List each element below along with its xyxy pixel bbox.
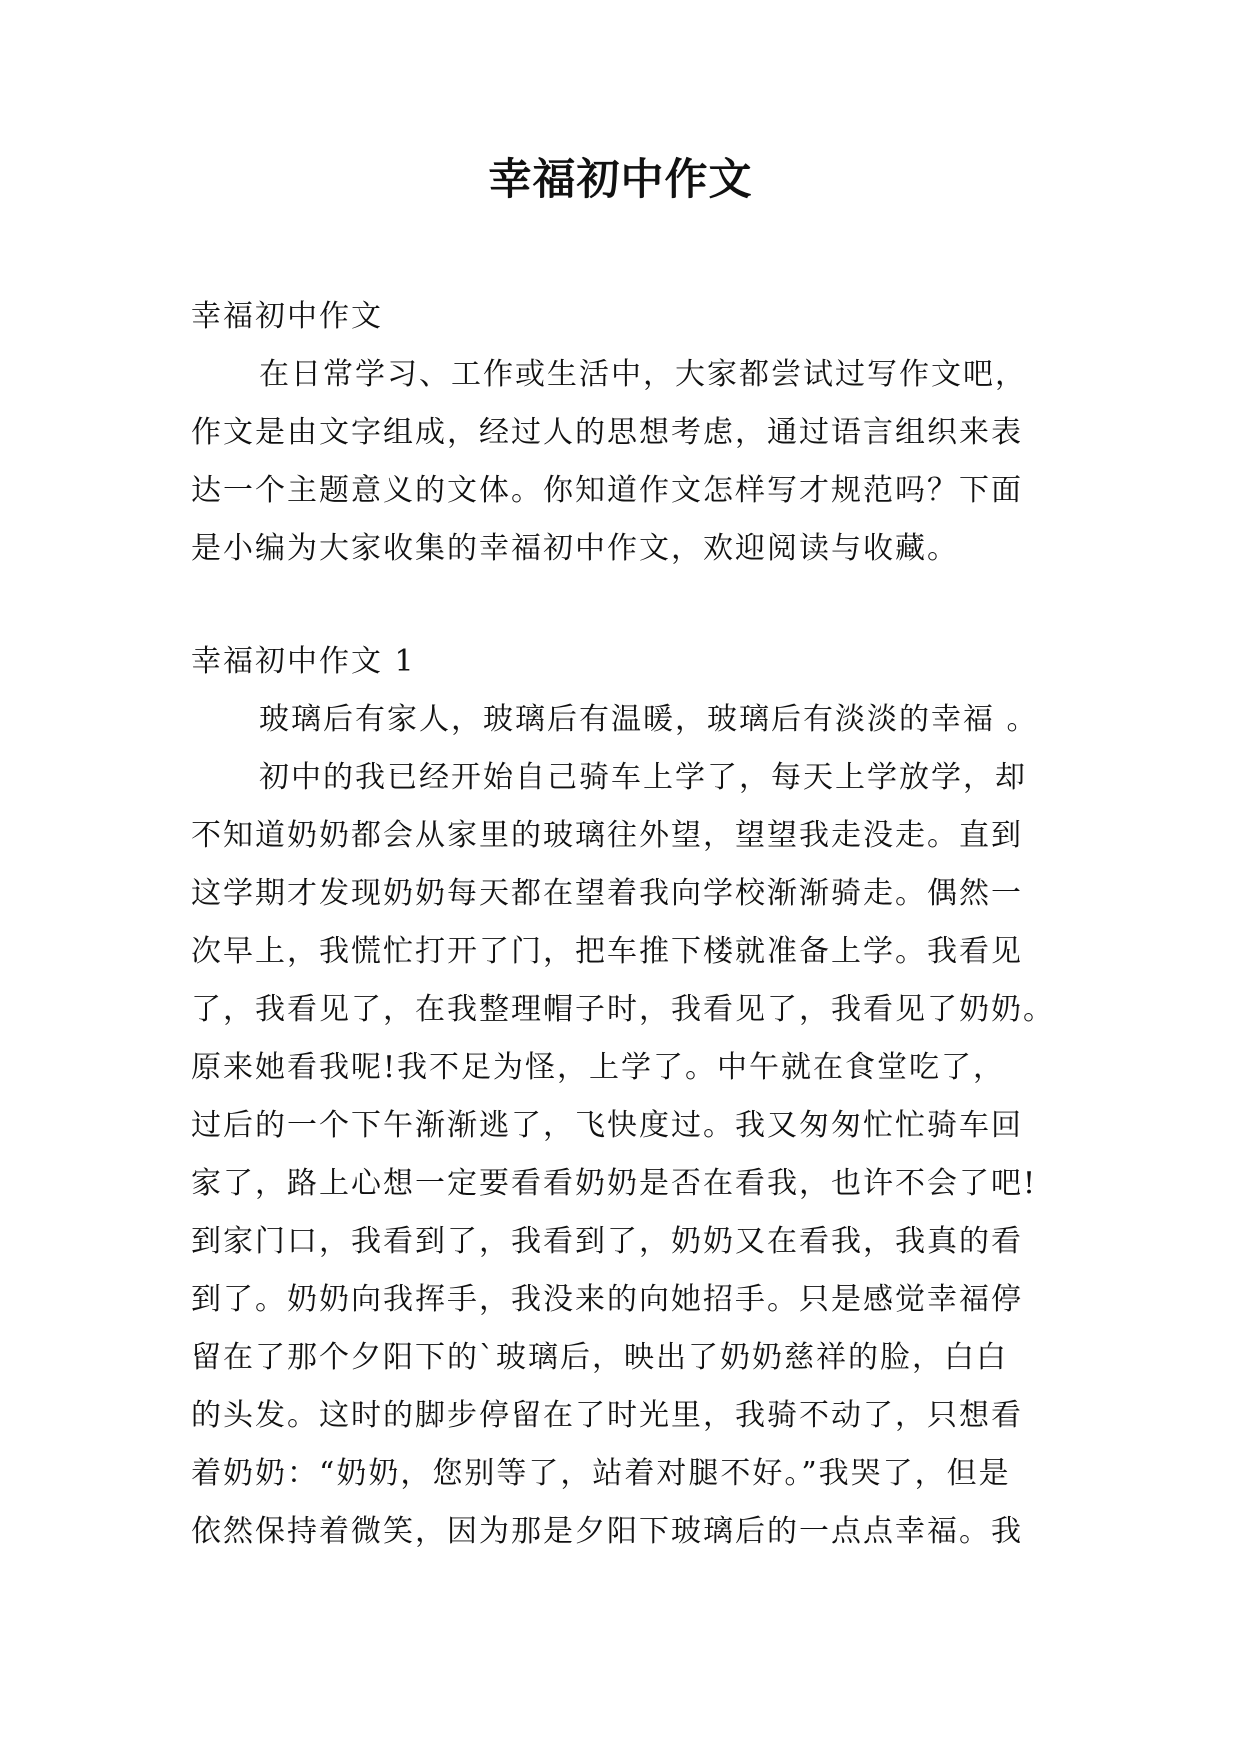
paragraph-line: 达一个主题意义的文体。你知道作文怎样写才规范吗？下面 bbox=[191, 473, 1023, 508]
paragraph-line: 作文是由文字组成，经过人的思想考虑，通过语言组织来表 bbox=[191, 415, 1023, 450]
paragraph-line: 这学期才发现奶奶每天都在望着我向学校渐渐骑走。偶然一 bbox=[191, 876, 1023, 911]
paragraph-line: 的头发。这时的脚步停留在了时光里，我骑不动了，只想看 bbox=[191, 1398, 1023, 1433]
paragraph-line: 过后的一个下午渐渐逃了，飞快度过。我又匆匆忙忙骑车回 bbox=[191, 1108, 1023, 1143]
paragraph-line: 留在了那个夕阳下的`玻璃后，映出了奶奶慈祥的脸，白白 bbox=[191, 1340, 1008, 1375]
intro-section bbox=[191, 288, 1071, 578]
paragraph-line: 次早上，我慌忙打开了门，把车推下楼就准备上学。我看见 bbox=[191, 934, 1023, 969]
document-title: 幸福初中作文 bbox=[488, 155, 753, 205]
section-heading: 幸福初中作文 1 bbox=[191, 644, 416, 679]
essay-1-section bbox=[191, 633, 1071, 1561]
paragraph-line: 到家门口，我看到了，我看到了，奶奶又在看我，我真的看 bbox=[191, 1224, 1023, 1259]
paragraph-line: 是小编为大家收集的幸福初中作文，欢迎阅读与收藏。 bbox=[191, 531, 959, 566]
paragraph-line: 原来她看我呢!我不足为怪，上学了。中午就在食堂吃了， bbox=[191, 1050, 1006, 1085]
paragraph-line: 初中的我已经开始自己骑车上学了，每天上学放学，却 bbox=[259, 760, 1027, 795]
paragraph-line: 玻璃后有家人，玻璃后有温暖，玻璃后有淡淡的幸福 。 bbox=[259, 702, 1039, 737]
paragraph-line: 着奶奶：“奶奶，您别等了，站着对腿不好。”我哭了，但是 bbox=[191, 1456, 1011, 1491]
paragraph-line: 不知道奶奶都会从家里的玻璃往外望，望望我走没走。直到 bbox=[191, 818, 1023, 853]
paragraph-line: 了，我看见了，在我整理帽子时，我看见了，我看见了奶奶。 bbox=[191, 992, 1055, 1027]
paragraph-line: 在日常学习、工作或生活中，大家都尝试过写作文吧， bbox=[259, 357, 1027, 392]
paragraph-line: 依然保持着微笑，因为那是夕阳下玻璃后的一点点幸福。我 bbox=[191, 1514, 1023, 1549]
paragraph-line: 到了。奶奶向我挥手，我没来的向她招手。只是感觉幸福停 bbox=[191, 1282, 1023, 1317]
paragraph-line: 家了，路上心想一定要看看奶奶是否在看我，也许不会了吧! bbox=[191, 1166, 1038, 1201]
section-heading: 幸福初中作文 bbox=[191, 299, 383, 334]
